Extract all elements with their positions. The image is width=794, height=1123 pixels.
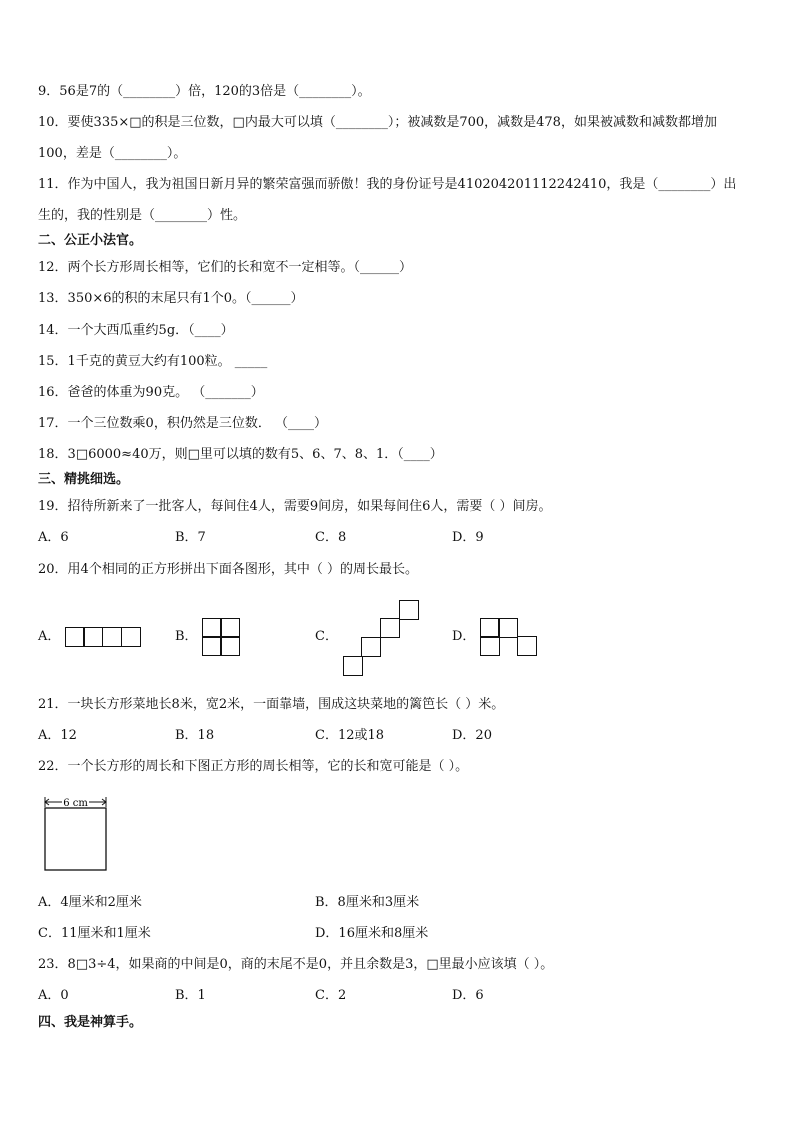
q20-option-a[interactable]: A．	[38, 629, 61, 644]
question-11-line2: 生的，我的性别是（________）性。	[38, 208, 247, 223]
q19-option-c[interactable]: C．8	[315, 530, 347, 545]
question-21: 21．一块长方形菜地长8米，宽2米，一面靠墙，围成这块菜地的篱笆长（ ）米。	[38, 697, 505, 712]
q21-option-c[interactable]: C．12或18	[315, 728, 385, 743]
q22-option-c[interactable]: C．11厘米和1厘米	[38, 926, 151, 941]
question-11-line1: 11．作为中国人，我为祖国日新月异的繁荣富强而骄傲！我的身份证号是410204201112242410，我是（________）出	[38, 177, 737, 192]
question-19: 19．招待所新来了一批客人，每间住4人，需要9间房，如果每间住6人，需要（ ）间房。	[38, 499, 552, 514]
question-15: 15．1千克的黄豆大约有100粒。 _____	[38, 354, 268, 369]
section-2-heading: 二、公正小法官。	[38, 233, 143, 248]
question-13: 13．350×6的积的末尾只有1个0。（______）	[38, 291, 304, 306]
question-10-line1: 10．要使335×□的积是三位数，□内最大可以填（________）；被减数是700，减数是478，如果被减数和减数都增加	[38, 115, 717, 130]
square-figure	[44, 796, 108, 872]
figure-four-in-row	[65, 627, 141, 647]
figure-two-by-two	[202, 618, 240, 656]
question-16: 16．爸爸的体重为90克。 （_______）	[38, 385, 264, 400]
question-18: 18．3□6000≈40万，则□里可以填的数有5、6、7、8、1．（____）	[38, 447, 443, 462]
question-17: 17．一个三位数乘0，积仍然是三位数． （____）	[38, 416, 327, 431]
q20-option-c[interactable]: C．	[315, 629, 338, 644]
q19-option-a[interactable]: A．6	[38, 530, 69, 545]
question-20: 20．用4个相同的正方形拼出下面各图形，其中（ ）的周长最长。	[38, 562, 418, 577]
figure-staircase	[343, 600, 419, 676]
question-14: 14．一个大西瓜重约5g．（____）	[38, 323, 234, 338]
q20-option-d[interactable]: D．	[452, 629, 476, 644]
q19-option-d[interactable]: D．9	[452, 530, 484, 545]
q22-option-a[interactable]: A．4厘米和2厘米	[38, 895, 142, 910]
question-22: 22．一个长方形的周长和下图正方形的周长相等，它的长和宽可能是（ ）。	[38, 759, 469, 774]
question-23: 23．8□3÷4，如果商的中间是0，商的末尾不是0，并且余数是3，□里最小应该填（ ）。	[38, 957, 554, 972]
q23-option-d[interactable]: D．6	[452, 988, 484, 1003]
section-3-heading: 三、精挑细选。	[38, 472, 130, 487]
q23-option-b[interactable]: B．1	[175, 988, 206, 1003]
q23-option-a[interactable]: A．0	[38, 988, 69, 1003]
q22-option-b[interactable]: B．8厘米和3厘米	[315, 895, 420, 910]
q21-option-a[interactable]: A．12	[38, 728, 77, 743]
side-length-label: 6 cm	[63, 798, 88, 809]
q20-option-b[interactable]: B．	[175, 629, 198, 644]
q22-option-d[interactable]: D．16厘米和8厘米	[315, 926, 429, 941]
q23-option-c[interactable]: C．2	[315, 988, 347, 1003]
section-4-heading: 四、我是神算手。	[38, 1015, 143, 1030]
question-10-line2: 100，差是（________）。	[38, 146, 187, 161]
q21-option-d[interactable]: D．20	[452, 728, 492, 743]
question-9: 9．56是7的（________）倍，120的3倍是（________）。	[38, 84, 371, 99]
q21-option-b[interactable]: B．18	[175, 728, 215, 743]
q19-option-b[interactable]: B．7	[175, 530, 206, 545]
question-12: 12．两个长方形周长相等，它们的长和宽不一定相等。（______）	[38, 260, 413, 275]
square-6cm-diagram	[44, 796, 108, 872]
figure-l-shape	[480, 618, 538, 656]
